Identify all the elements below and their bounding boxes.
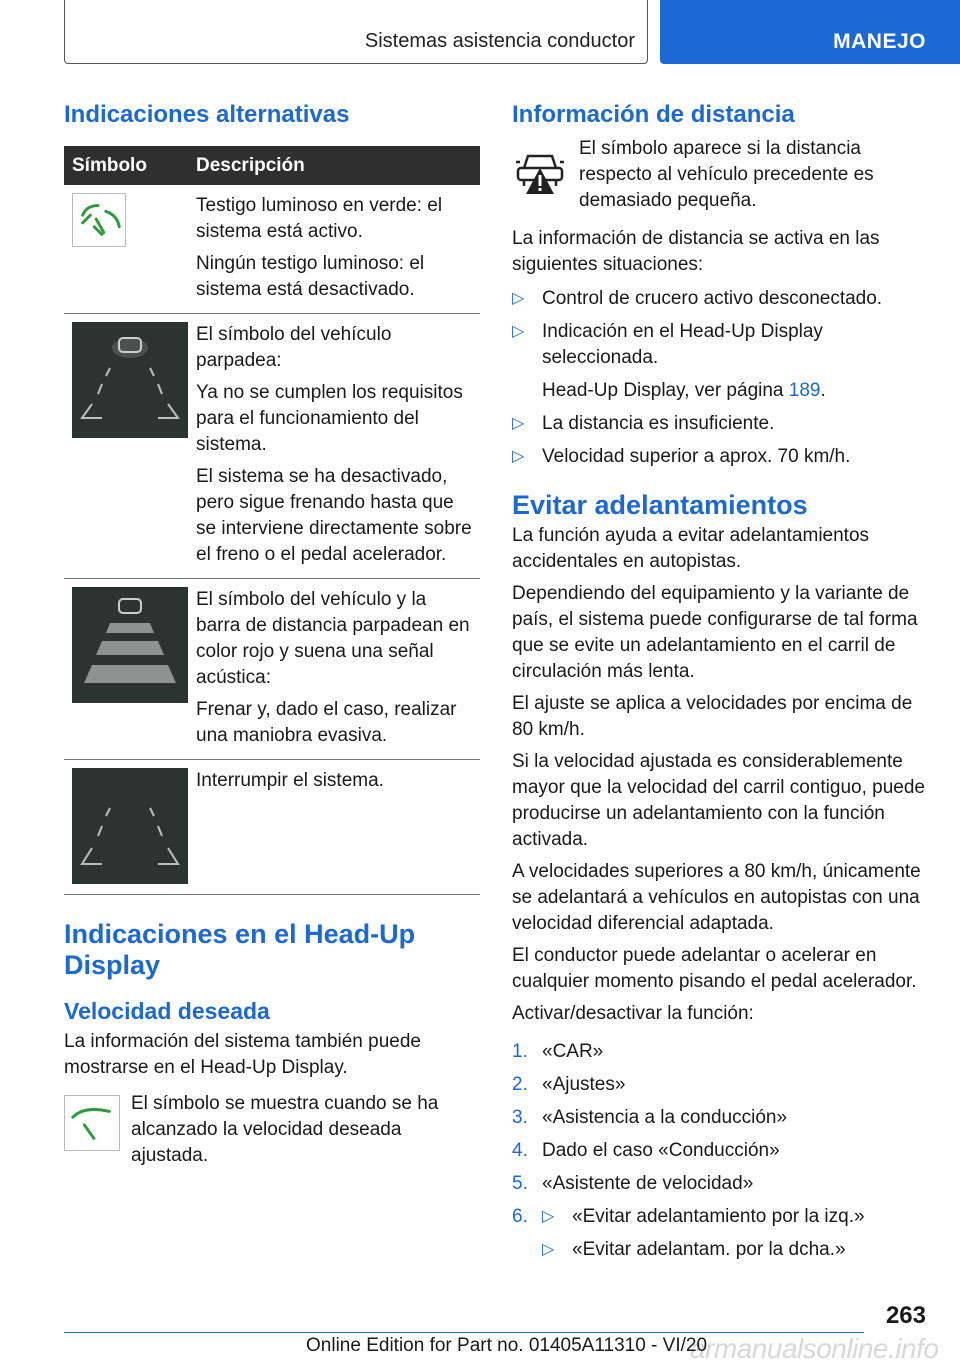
overtake-paragraph: Activar/desactivar la función: [512, 1003, 754, 1024]
list-item: 3. «Asistencia a la conducción» [512, 1107, 788, 1128]
overtake-paragraph: El ajuste se aplica a velocidades por encima de 80 km/h. [512, 693, 913, 740]
desired-speed-text: La información del sistema también puede mostrarse en el Head-Up Display. [64, 1031, 421, 1078]
avoid-overtaking-heading: Evitar adelantamientos [512, 490, 808, 520]
watermark: armanualsonline.info [690, 1333, 939, 1362]
table-row [64, 314, 480, 579]
symbol-cell [64, 579, 188, 760]
list-item: 2. «Ajustes» [512, 1074, 626, 1095]
list-item: ▷ «Evitar adelantamiento por la izq.» [542, 1204, 928, 1230]
speed-symbol-block [64, 1091, 480, 1169]
vehicle-blinking-road-image [72, 322, 188, 438]
step6-options [542, 1204, 928, 1263]
table-row [64, 760, 480, 895]
distance-conditions-list [512, 286, 928, 470]
speed-symbol-text: El símbolo se muestra cuando se ha alcanzado la velocidad deseada ajustada. [131, 1093, 439, 1166]
symbol-cell [64, 314, 188, 579]
hud-heading: Indicaciones en el Head-Up Display [64, 919, 416, 980]
desired-speed-heading: Velocidad deseada [64, 998, 270, 1024]
list-item: ▷ «Evitar adelantam. por la dcha.» [542, 1237, 928, 1263]
page-header [0, 0, 960, 66]
alt-indications-heading: Indicaciones alternativas [64, 101, 350, 128]
list-item: 1. «CAR» [512, 1041, 604, 1062]
edition-text: Online Edition for Part no. 01405A11310 - VI/20 [306, 1335, 708, 1356]
header-section-label: MANEJO [833, 30, 926, 53]
page-number: 263 [885, 1302, 926, 1329]
triangle-bullet-icon: ▷ [512, 323, 525, 340]
description-text: Frenar y, dado el caso, realizar una maniobra evasiva. [196, 699, 457, 746]
overtake-paragraph: A velocidades superiores a 80 km/h, únicamente se adelantará a vehículos en autopistas con una velocidad diferencial adaptada. [512, 861, 921, 934]
right-column [512, 100, 928, 1270]
description-cell [188, 185, 480, 314]
triangle-bullet-icon: ▷ [512, 415, 525, 432]
vehicle-distance-bar-image [72, 587, 188, 703]
cruise-control-green-icon [72, 193, 126, 247]
system-interrupted-road-image [72, 768, 188, 884]
overtake-paragraph: La función ayuda a evitar adelantamientos accidentales en autopistas. [512, 525, 870, 572]
table-row [64, 579, 480, 760]
distance-warning-icon [512, 142, 568, 198]
list-item: 5. «Asistente de velocidad» [512, 1173, 754, 1194]
description-text: El símbolo del vehículo y la barra de distancia parpadean en color rojo y suena una señal acústica: [196, 589, 470, 688]
header-title: Sistemas asistencia conductor [364, 30, 635, 52]
description-text: Testigo luminoso en verde: el sistema está activo. [196, 195, 443, 242]
header-section-tab [660, 0, 960, 64]
distance-info-heading: Información de distancia [512, 101, 795, 128]
distance-symbol-text: El símbolo aparece si la distancia respecto al vehículo precedente es demasiado pequeña. [579, 138, 874, 211]
page-footer [0, 1300, 960, 1362]
table-header-symbol: Símbolo [64, 146, 188, 185]
list-item: 6. ▷ «Evitar adelantamiento por la izq.» ▷ «Evitar adelantam. por la dcha.» [512, 1204, 928, 1263]
distance-symbol-block [512, 136, 928, 214]
description-text: Interrumpir el sistema. [196, 770, 384, 791]
desired-speed-green-icon [64, 1095, 120, 1151]
description-text: Ningún testigo luminoso: el sistema está desactivado. [196, 253, 425, 300]
distance-intro: La información de distancia se activa en las siguientes situaciones: [512, 228, 880, 275]
triangle-bullet-icon: ▷ [542, 1208, 555, 1225]
list-item: ▷ Indicación en el Head-Up Display seleccionada. Head-Up Display, ver página 189. [512, 319, 928, 404]
description-cell [188, 760, 480, 895]
hud-page-reference: Head-Up Display, ver página 189. [542, 380, 826, 401]
description-text: El símbolo del vehículo parpadea: [196, 324, 392, 371]
header-title-box [64, 0, 648, 64]
triangle-bullet-icon: ▷ [512, 290, 525, 307]
overtake-paragraph: Si la velocidad ajustada es considerablemente mayor que la velocidad del carril contiguo, puede producirse un adelantamiento con la función activada. [512, 751, 925, 850]
list-item: 4. Dado el caso «Conducción» [512, 1140, 780, 1161]
list-item: ▷ La distancia es insuficiente. [512, 411, 928, 437]
page-link-189[interactable]: 189 [788, 380, 821, 401]
description-cell [188, 579, 480, 760]
overtake-paragraph: Dependiendo del equipamiento y la variante de país, el sistema puede configurarse de tal forma que se evite un adelantamiento en el carril de circulación más lenta. [512, 583, 918, 682]
table-header-description: Descripción [188, 146, 480, 185]
overtake-paragraph: El conductor puede adelantar o acelerar en cualquier momento pisando el pedal acelerador. [512, 945, 917, 992]
symbol-table [64, 146, 480, 895]
description-text: Ya no se cumplen los requisitos para el funcionamiento del sistema. [196, 382, 463, 455]
triangle-bullet-icon: ▷ [542, 1241, 555, 1258]
list-item: ▷ Control de crucero activo desconectado. [512, 286, 928, 312]
description-text: El sistema se ha desactivado, pero sigue frenando hasta que se interviene directamente sobre el freno o el pedal acelerador. [196, 466, 472, 565]
symbol-cell [64, 185, 188, 314]
left-column [64, 100, 480, 1169]
activation-steps-list [512, 1039, 928, 1263]
table-row [64, 185, 480, 314]
description-cell [188, 314, 480, 579]
list-item: ▷ Velocidad superior a aprox. 70 km/h. [512, 444, 928, 470]
triangle-bullet-icon: ▷ [512, 448, 525, 465]
symbol-cell [64, 760, 188, 895]
